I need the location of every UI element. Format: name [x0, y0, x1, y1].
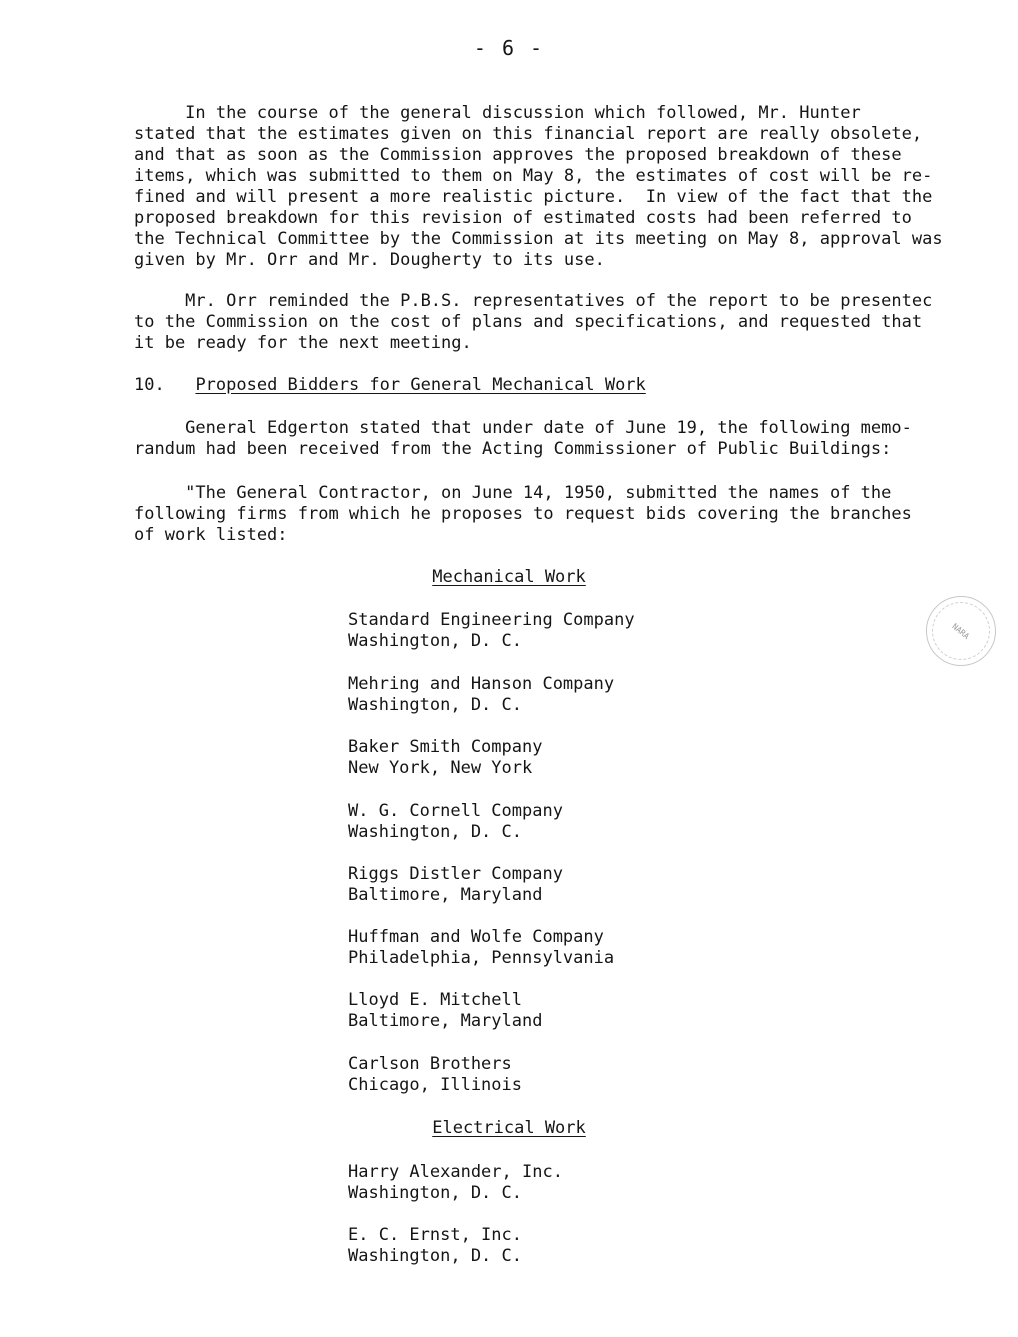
electrical-work-heading: Electrical Work	[432, 1118, 586, 1138]
firm-name: Baker Smith Company	[348, 737, 543, 757]
text-line: given by Mr. Orr and Mr. Dougherty to its use.	[134, 250, 605, 270]
firm-entry	[348, 801, 563, 843]
text-line: randum had been received from the Acting Commissioner of Public Buildings:	[134, 439, 892, 459]
paragraph-memorandum-intro	[134, 418, 964, 460]
text-line: Mr. Orr reminded the P.B.S. representatives of the report to be presentec	[134, 291, 933, 311]
firm-city: Chicago, Illinois	[348, 1075, 522, 1095]
text-line: the Technical Committee by the Commission at its meeting on May 8, approval was	[134, 229, 943, 249]
text-line: fined and will present a more realistic picture. In view of the fact that the	[134, 187, 933, 207]
text-line: proposed breakdown for this revision of estimated costs had been referred to	[134, 208, 912, 228]
firm-entry	[348, 864, 563, 906]
firm-city: Washington, D. C.	[348, 631, 522, 651]
firm-city: Washington, D. C.	[348, 1183, 522, 1203]
text-line: "The General Contractor, on June 14, 1950, submitted the names of the	[134, 483, 892, 503]
text-line: it be ready for the next meeting.	[134, 333, 472, 353]
firm-name: Standard Engineering Company	[348, 610, 635, 630]
paragraph-financial-report	[134, 103, 964, 271]
text-line: stated that the estimates given on this financial report are really obsolete,	[134, 124, 923, 144]
firm-name: Riggs Distler Company	[348, 864, 563, 884]
firm-entry	[348, 1162, 563, 1204]
firm-entry	[348, 737, 542, 779]
text-line: to the Commission on the cost of plans and specifications, and requested that	[134, 312, 923, 332]
firm-name: E. C. Ernst, Inc.	[348, 1225, 522, 1245]
text-line: of work listed:	[134, 525, 288, 545]
firm-name: Harry Alexander, Inc.	[348, 1162, 563, 1182]
mechanical-work-heading: Mechanical Work	[432, 567, 586, 587]
firm-entry	[348, 674, 614, 716]
library-stamp	[912, 582, 1011, 681]
firm-name: Lloyd E. Mitchell	[348, 990, 522, 1010]
paragraph-orr-reminder	[134, 291, 964, 354]
firm-city: Philadelphia, Pennsylvania	[348, 948, 615, 968]
page-number: - 6 -	[473, 36, 545, 60]
section-heading	[134, 375, 646, 396]
firm-entry	[348, 1225, 522, 1267]
firm-name: Mehring and Hanson Company	[348, 674, 615, 694]
firm-city: Washington, D. C.	[348, 695, 522, 715]
paragraph-memorandum-quote	[134, 483, 964, 546]
section-title: Proposed Bidders for General Mechanical Work	[195, 375, 646, 395]
firm-city: New York, New York	[348, 758, 533, 778]
firm-entry	[348, 990, 542, 1032]
firm-entry	[348, 1054, 522, 1096]
firm-entry	[348, 610, 635, 652]
firm-city: Baltimore, Maryland	[348, 1011, 543, 1031]
firm-name: Huffman and Wolfe Company	[348, 927, 604, 947]
firm-city: Washington, D. C.	[348, 1246, 522, 1266]
firm-entry	[348, 927, 614, 969]
section-number: 10.	[134, 375, 165, 395]
firm-city: Baltimore, Maryland	[348, 885, 543, 905]
text-line: following firms from which he proposes to request bids covering the branches	[134, 504, 912, 524]
library-stamp-text: NARA	[950, 621, 972, 641]
firm-name: Carlson Brothers	[348, 1054, 512, 1074]
text-line: and that as soon as the Commission approves the proposed breakdown of these	[134, 145, 902, 165]
text-line: General Edgerton stated that under date of June 19, the following memo-	[134, 418, 912, 438]
text-line: In the course of the general discussion which followed, Mr. Hunter	[134, 103, 861, 123]
text-line: items, which was submitted to them on May 8, the estimates of cost will be re-	[134, 166, 933, 186]
firm-city: Washington, D. C.	[348, 822, 522, 842]
firm-name: W. G. Cornell Company	[348, 801, 563, 821]
